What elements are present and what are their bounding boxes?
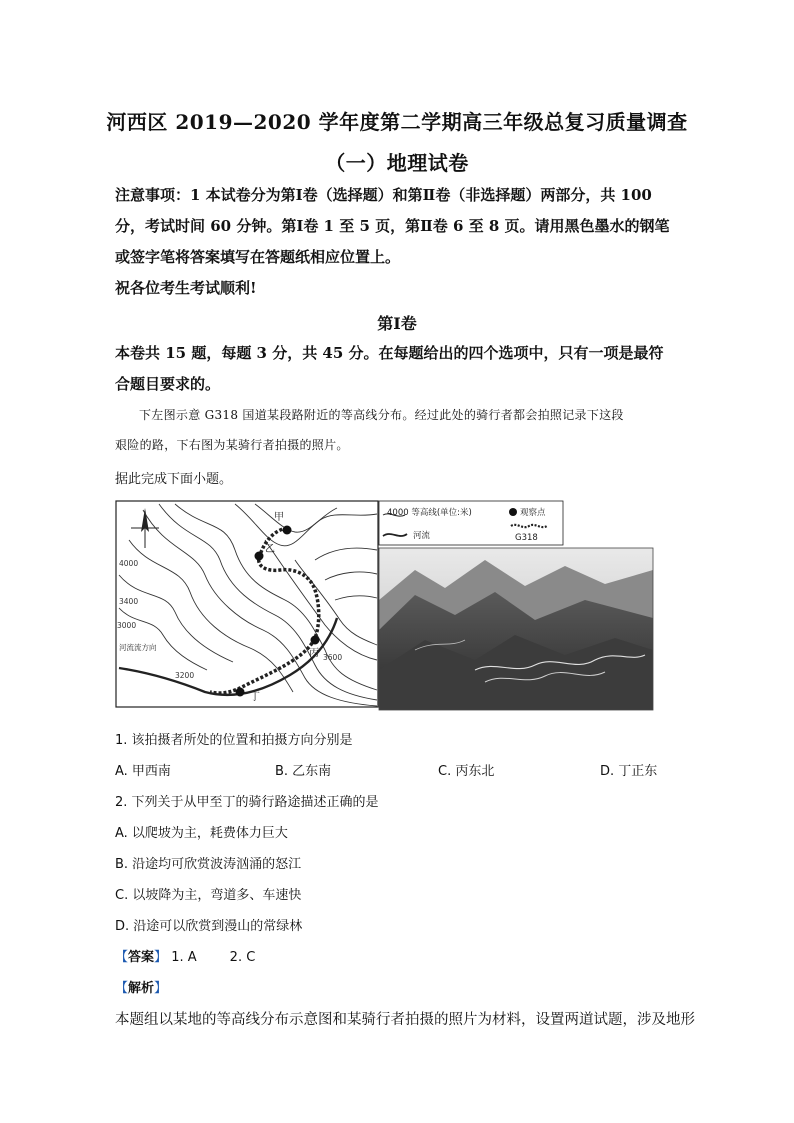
label-4000: 4000 (119, 559, 139, 568)
analysis-label: 解析 (128, 981, 155, 996)
section-desc (115, 338, 685, 400)
answer-line (115, 946, 255, 965)
label-ding: 丁 (250, 692, 260, 703)
label-bing: 丙 (309, 648, 319, 659)
question-number: 1. (115, 733, 128, 748)
point-bing (311, 636, 320, 645)
option-c[interactable]: C. 以坡降为主，弯道多、车速快 (115, 888, 302, 903)
analysis-label-line (115, 977, 167, 996)
notice-block (115, 180, 685, 304)
photo (379, 548, 653, 710)
exam-title-line2: （一）地理试卷 (325, 151, 469, 175)
label-yi: 乙 (265, 544, 275, 555)
notice-line: 祝各位考生考试顺利! (115, 279, 257, 297)
figure-svg (115, 500, 655, 712)
option-a[interactable]: A. 甲西南 (115, 764, 171, 779)
section-desc-line: 本卷共 15 题，每题 3 分，共 45 分。在每题给出的四个选项中，只有一项是最符 (115, 344, 664, 362)
option-c[interactable]: C. 丙东北 (438, 764, 495, 779)
answer-value: 1. A 2. C (171, 950, 256, 965)
legend (379, 501, 563, 545)
label-3000: 3000 (117, 621, 137, 630)
option-b[interactable]: B. 沿途均可欣赏波涛汹涌的怒江 (115, 857, 302, 872)
intro-text (115, 400, 685, 460)
option-b[interactable]: B. 乙东南 (275, 764, 332, 779)
figure (115, 500, 655, 712)
question-2-stem (115, 791, 379, 810)
label-jia: 甲 (274, 512, 284, 523)
legend-point: 观察点 (520, 508, 546, 518)
notice-line: 分，考试时间 60 分钟。第Ⅰ卷 1 至 5 页，第Ⅱ卷 6 至 8 页。请用黑色墨水的钢笔 (115, 217, 670, 235)
legend-river: 河流 (413, 531, 431, 541)
legend-road: G318 (515, 533, 538, 543)
notice-line: 或签字笔将答案填写在答题纸相应位置上。 (115, 248, 401, 266)
label-3200: 3200 (175, 671, 195, 680)
legend-contour: 4000 等高线(单位:米) (387, 508, 472, 518)
label-flow: 河流流方向 (119, 643, 157, 652)
section-title: 第Ⅰ卷 (377, 314, 417, 333)
notice-line: 注意事项：1 本试卷分为第Ⅰ卷（选择题）和第Ⅱ卷（非选择题）两部分，共 100 (115, 186, 652, 204)
intro-line: 艰险的路，下右图为某骑行者拍摄的照片。 (115, 438, 349, 452)
intro-line: 下左图示意 G318 国道某段路附近的等高线分布。经过此处的骑行者都会拍照记录下这段 (139, 408, 624, 422)
label-3600: 3600 (323, 653, 343, 662)
option-d[interactable]: D. 丁正东 (600, 764, 658, 779)
bracket-right: 】 (154, 981, 168, 996)
analysis-text: 本题组以某地的等高线分布示意图和某骑行者拍摄的照片为材料，设置两道试题，涉及地形 (115, 1012, 695, 1028)
contour-map (116, 501, 378, 707)
option-a[interactable]: A. 以爬坡为主，耗费体力巨大 (115, 826, 288, 841)
bracket-left: 【 (115, 981, 129, 996)
question-text: 下列关于从甲至丁的骑行路途描述正确的是 (131, 795, 379, 810)
exam-title-line1: 河西区 2019—2020 学年度第二学期高三年级总复习质量调查 (106, 110, 688, 134)
point-jia (283, 526, 292, 535)
question-text: 该拍摄者所处的位置和拍摄方向分别是 (131, 733, 353, 748)
point-ding (236, 688, 245, 697)
intro-prompt: 据此完成下面小题。 (115, 472, 233, 487)
answer-label: 答案 (128, 950, 155, 965)
question-1-options (115, 760, 685, 778)
label-3400: 3400 (119, 597, 139, 606)
section-desc-line: 合题目要求的。 (115, 375, 221, 393)
point-yi (255, 552, 264, 561)
bracket-left: 【 (115, 950, 129, 965)
bracket-right: 】 (154, 950, 168, 965)
legend-point-icon (509, 508, 517, 516)
question-number: 2. (115, 795, 128, 810)
option-d[interactable]: D. 沿途可以欣赏到漫山的常绿林 (115, 919, 303, 934)
question-1-stem (115, 729, 353, 748)
